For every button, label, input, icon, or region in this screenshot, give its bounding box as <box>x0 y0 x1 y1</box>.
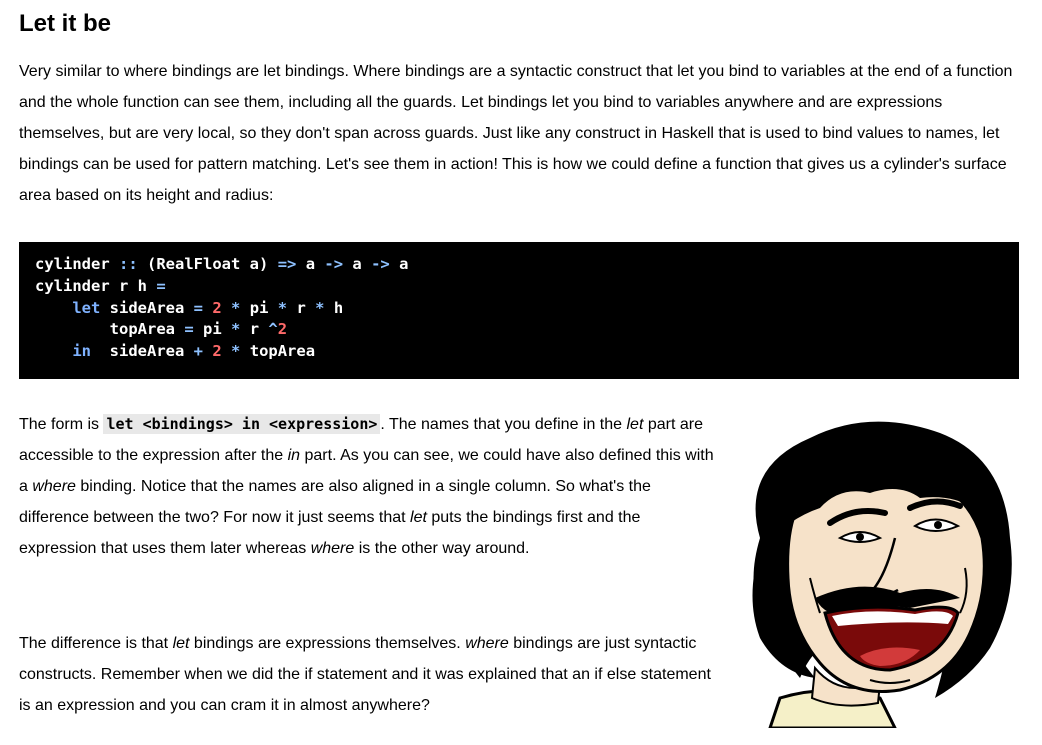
code-token: :: <box>119 255 138 273</box>
explanation-paragraph <box>19 409 719 564</box>
code-token: * <box>277 298 288 317</box>
emphasis: where <box>465 635 509 652</box>
code-token: = <box>193 298 204 317</box>
code-token: -> <box>371 255 390 273</box>
section-heading: Let it be <box>19 10 112 37</box>
code-listing <box>35 254 1003 363</box>
code-token: -> <box>324 255 344 273</box>
code-number: 2 <box>212 298 222 317</box>
inline-code: let <bindings> in <expression> <box>103 414 380 434</box>
code-token: pi <box>249 298 269 317</box>
emphasis: in <box>287 447 301 464</box>
text-run: The form is <box>19 416 104 433</box>
code-token: topArea <box>109 320 175 339</box>
code-token: r <box>249 320 260 339</box>
code-token: sideArea <box>109 342 185 361</box>
emphasis: where <box>32 478 76 495</box>
text-run: puts the bindings first and the expression that uses them later whereas <box>19 509 641 557</box>
code-token: a <box>352 255 362 273</box>
emphasis: let <box>410 509 427 526</box>
text-run: binding. Notice that the names are also aligned in a single column. So what's the difference between the two? For now it just seems that <box>19 478 651 526</box>
code-token: sideArea <box>109 298 185 317</box>
code-keyword: let <box>72 298 101 317</box>
code-token: (RealFloat a) <box>147 255 269 273</box>
text-run: bindings are expressions themselves. <box>189 635 466 652</box>
emphasis: let <box>172 635 190 652</box>
code-token: + <box>193 342 204 361</box>
text-run: is the other way around. <box>354 540 530 557</box>
cartoon-face-icon <box>720 398 1020 728</box>
emphasis: where <box>310 540 355 557</box>
code-token: a <box>305 255 316 273</box>
code-token: * <box>231 342 241 361</box>
code-token: h <box>333 298 344 317</box>
code-token: pi <box>203 320 222 339</box>
code-token: * <box>231 320 241 339</box>
code-token: = <box>184 320 194 339</box>
text-run: The difference is that <box>19 635 173 652</box>
code-token: = <box>156 276 166 295</box>
difference-paragraph <box>19 628 719 721</box>
text-run: bindings are just syntactic constructs. Remember when we did the if statement and it was explained that an if else statement is an expression and you can cram it in almost anywhere? <box>19 635 711 714</box>
code-block <box>19 242 1019 379</box>
text-run: . The names that you define in the <box>380 416 627 433</box>
code-token: topArea <box>249 342 316 361</box>
code-token: r <box>296 298 306 317</box>
code-token: cylinder r h <box>35 276 147 295</box>
emphasis: let <box>626 416 644 433</box>
code-token: * <box>231 298 241 317</box>
laughing-man-illustration <box>720 398 1020 728</box>
text-run: part. As you can see, we could have also defined this with a <box>19 447 714 495</box>
text-run: part are accessible to the expression after the <box>19 416 703 464</box>
code-number: 2 <box>212 342 222 361</box>
code-token: ^ <box>268 320 278 339</box>
code-token: a <box>399 255 409 273</box>
code-keyword: in <box>72 342 91 361</box>
code-token: * <box>315 298 325 317</box>
code-token: => <box>277 255 297 273</box>
code-token: cylinder <box>35 255 110 273</box>
code-number: 2 <box>277 320 288 339</box>
intro-paragraph: Very similar to where bindings are let bindings. Where bindings are a syntactic construct that let you bind to variables at the end of a function and the whole function can see them, including all the guards. Let bindings let you bind to variables anywhere and are expressions themselves, but are very local, so they don't span across guards. Just like any construct in Haskell that is used to bind values to names, let bindings can be used for pattern matching. Let's see them in action! This is how we could define a function that gives us a cylinder's surface area based on its height and radius: <box>19 63 1013 204</box>
